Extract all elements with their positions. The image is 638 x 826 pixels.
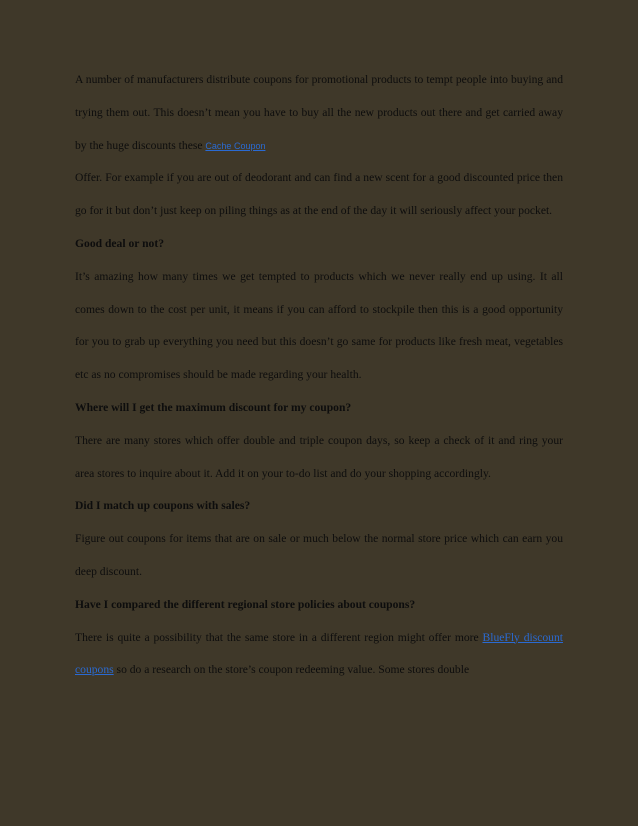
paragraph-figure-out: Figure out coupons for items that are on sale or much below the normal store price which can earn you deep discount. <box>75 532 563 578</box>
heading-match-coupons: Did I match up coupons with sales? <box>75 499 251 513</box>
paragraph-double-coupon-days: There are many stores which offer double and triple coupon days, so keep a check of it and ring your area stores to inquire about it. Add it on your to-do list and do your shopping accordingly. <box>75 433 563 480</box>
paragraph-offer: Offer. For example if you are out of deodorant and can find a new scent for a good discounted price then go for it but don’t just keep on piling things as at the end of the day it will seriously affect your pocket. <box>75 171 563 218</box>
paragraph-regional <box>75 622 563 688</box>
heading-regional-policies: Have I compared the different regional store policies about coupons? <box>75 597 416 611</box>
paragraph-regional-text-end: so do a research on the store’s coupon redeeming value. Some stores double <box>113 663 470 677</box>
paragraph-intro-text: A number of manufacturers distribute coupons for promotional products to tempt people into buying and trying them out. This doesn’t mean you have to buy all the new products out there and get carried away by the huge discounts these <box>75 73 563 152</box>
heading-maximum-discount: Where will I get the maximum discount for my coupon? <box>75 400 352 414</box>
bluefly-coupons-link[interactable]: BlueFly discount coupons <box>75 630 563 677</box>
cache-coupon-link[interactable]: Cache Coupon <box>205 140 266 151</box>
paragraph-regional-text-start: There is quite a possibility that the same store in a different region might offer more <box>75 630 483 644</box>
heading-good-deal: Good deal or not? <box>75 236 165 250</box>
paragraph-intro <box>75 64 563 162</box>
paragraph-tempted: It’s amazing how many times we get tempted to products which we never really end up using. It all comes down to the cost per unit, it means if you can afford to stockpile then this is a good opportunity for you to grab up everything you need but this doesn’t go same for products like fresh meat, vegetables etc as no compromises should be made regarding your health. <box>75 269 563 382</box>
document-body <box>75 64 563 687</box>
